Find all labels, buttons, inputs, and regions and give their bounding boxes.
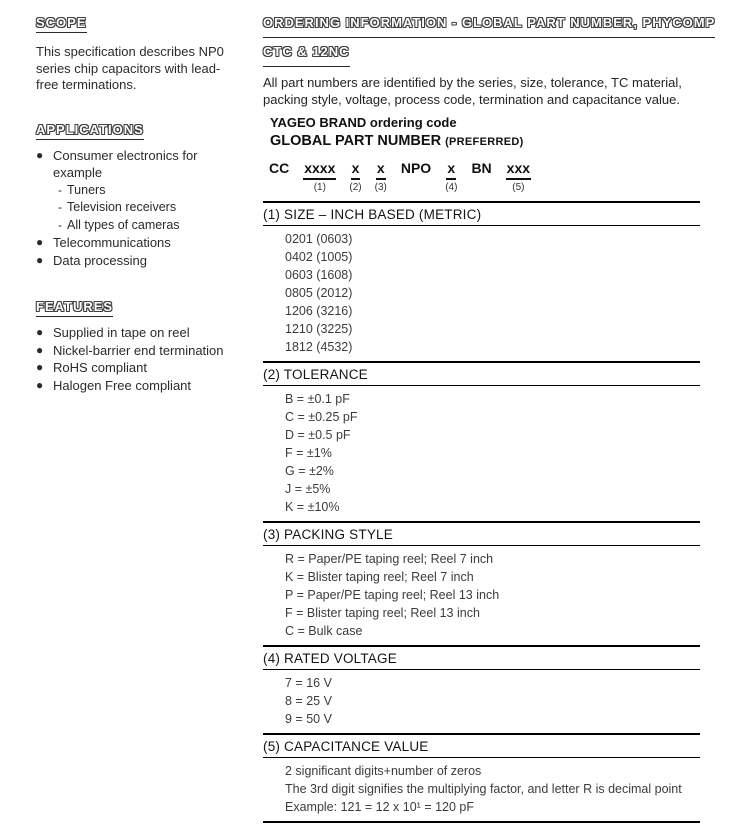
section-item: 1812 (4532) (285, 340, 353, 354)
section-body (263, 670, 700, 733)
scope-heading: SCOPE (36, 15, 87, 33)
bullet-dot-icon: ● (36, 235, 44, 249)
section-body (263, 386, 700, 521)
section-item: K = ±10% (285, 500, 340, 514)
part-number-segment (470, 160, 492, 193)
bullet-label: Data processing (53, 252, 147, 268)
bullet-label: Nickel-barrier end termination (53, 342, 224, 358)
section-header: (2) TOLERANCE (263, 363, 700, 386)
bullet-dot-icon: ● (36, 377, 44, 392)
section-body (263, 226, 700, 361)
section-item: K = Blister taping reel; Reel 7 inch (285, 570, 474, 584)
ordering-sections (263, 201, 700, 823)
section-item: F = ±1% (285, 446, 332, 460)
bullet-dot-icon: ● (36, 325, 44, 339)
section-item: 0805 (2012) (285, 286, 353, 300)
part-number-segment-index: (5) (512, 182, 525, 193)
part-number-segment (303, 160, 336, 193)
applications-section (36, 121, 240, 270)
section-item: C = ±0.25 pF (285, 410, 358, 424)
bullet-label: Telecommunications (53, 235, 171, 250)
features-list (36, 324, 240, 394)
gpn-preferred-suffix: (PREFERRED) (445, 136, 524, 148)
part-number-segment-index: (2) (349, 182, 362, 193)
section-body (263, 758, 700, 821)
section-item: 1210 (3225) (285, 322, 353, 336)
bullet-label: Halogen Free compliant (53, 377, 192, 393)
sub-bullet-item (36, 199, 240, 217)
scope-section (36, 14, 240, 94)
bullet-item (36, 359, 240, 377)
bullet-item (36, 377, 240, 395)
dash-icon: - (58, 200, 62, 214)
gpn-title-text: GLOBAL PART NUMBER (270, 133, 446, 149)
yageo-brand-line: YAGEO BRAND ordering code (270, 115, 457, 130)
section-header: (5) CAPACITANCE VALUE (263, 735, 700, 758)
section-item: 7 = 16 V (285, 676, 332, 690)
section-item: B = ±0.1 pF (285, 392, 350, 406)
section-item: 0402 (1005) (285, 250, 353, 264)
section-item: 8 = 25 V (285, 694, 332, 708)
ordering-section (263, 733, 700, 823)
section-item: F = Blister taping reel; Reel 13 inch (285, 606, 480, 620)
part-number-segment-index: (4) (445, 182, 458, 193)
part-number-segment-text: x (446, 160, 456, 180)
part-number-segment-index: (3) (374, 182, 387, 193)
section-item: D = ±0.5 pF (285, 428, 351, 442)
part-number-segment (375, 160, 387, 193)
global-part-number-title (270, 133, 700, 149)
sub-bullet-label: Television receivers (67, 200, 177, 214)
bullet-item (36, 324, 240, 342)
part-number-segment-text: x (376, 160, 386, 180)
bullet-label: Consumer electronics for example (53, 147, 198, 180)
applications-heading: APPLICATIONS (36, 122, 144, 140)
part-number-segment (445, 160, 457, 193)
ordering-heading-line2: CTC & 12NC (263, 39, 350, 67)
bullet-item (36, 342, 240, 360)
bullet-item (36, 234, 240, 252)
right-column (263, 10, 716, 823)
sub-bullet-label: All types of cameras (67, 217, 180, 232)
sub-bullet-item (36, 182, 240, 200)
part-number-segment-text: CC (269, 160, 290, 176)
section-body (263, 546, 700, 645)
bullet-dot-icon: ● (36, 147, 44, 162)
part-number-segment-text: xxxx (303, 160, 336, 180)
dash-icon: - (58, 182, 62, 197)
section-item: 0603 (1608) (285, 268, 353, 282)
features-section (36, 298, 240, 394)
section-item: 0201 (0603) (285, 232, 353, 246)
bullet-dot-icon: ● (36, 342, 44, 357)
part-number-segment-text: BN (471, 160, 492, 176)
part-number-segment (506, 160, 531, 193)
ordering-section (263, 521, 700, 645)
bullet-dot-icon: ● (36, 360, 44, 374)
section-item: 9 = 50 V (285, 712, 332, 726)
part-number-segment-text: x (351, 160, 361, 180)
part-number-segment-text: xxx (506, 160, 531, 180)
section-item: P = Paper/PE taping reel; Reel 13 inch (285, 588, 500, 602)
applications-list (36, 147, 240, 270)
ordering-section (263, 645, 700, 733)
scope-paragraph: This specification describes NP0 series chip capacitors with lead-free terminations. (36, 44, 224, 92)
part-number-segment-index: (1) (313, 182, 326, 193)
dash-icon: - (58, 217, 62, 232)
section-item: The 3rd digit signifies the multiplying factor, and letter R is decimal point (285, 782, 682, 796)
section-header: (4) RATED VOLTAGE (263, 647, 700, 670)
features-heading: FEATURES (36, 299, 113, 317)
ordering-heading-line1: ORDERING INFORMATION - GLOBAL PART NUMBER, PHYCOMP (263, 10, 715, 38)
section-item: C = Bulk case (285, 624, 363, 638)
section-header: (3) PACKING STYLE (263, 523, 700, 546)
part-number-segment (400, 160, 432, 193)
bullet-dot-icon: ● (36, 252, 44, 267)
section-header: (1) SIZE – INCH BASED (METRIC) (263, 203, 700, 226)
ordering-section (263, 361, 700, 521)
bullet-item (36, 252, 240, 270)
part-number-row (268, 160, 700, 193)
section-item: Example: 121 = 12 x 10¹ = 120 pF (285, 800, 475, 814)
part-number-segment-text: NPO (400, 160, 432, 176)
left-column (36, 14, 240, 394)
ordering-section (263, 201, 700, 361)
section-item: G = ±2% (285, 464, 334, 478)
sub-bullet-item (36, 217, 240, 235)
section-item: 2 significant digits+number of zeros (285, 764, 482, 778)
ordering-heading (263, 10, 716, 68)
bullet-label: Supplied in tape on reel (53, 325, 190, 340)
bullet-item (36, 147, 240, 182)
section-item: R = Paper/PE taping reel; Reel 7 inch (285, 552, 494, 566)
section-item: 1206 (3216) (285, 304, 353, 318)
sub-bullet-label: Tuners (67, 182, 106, 197)
part-number-segment (268, 160, 290, 193)
ordering-intro-paragraph: All part numbers are identified by the series, size, tolerance, TC material, packing style, voltage, process code, termination and capacitance value. (263, 75, 682, 107)
section-item: J = ±5% (285, 482, 331, 496)
part-number-segment (349, 160, 361, 193)
bullet-label: RoHS compliant (53, 360, 147, 375)
